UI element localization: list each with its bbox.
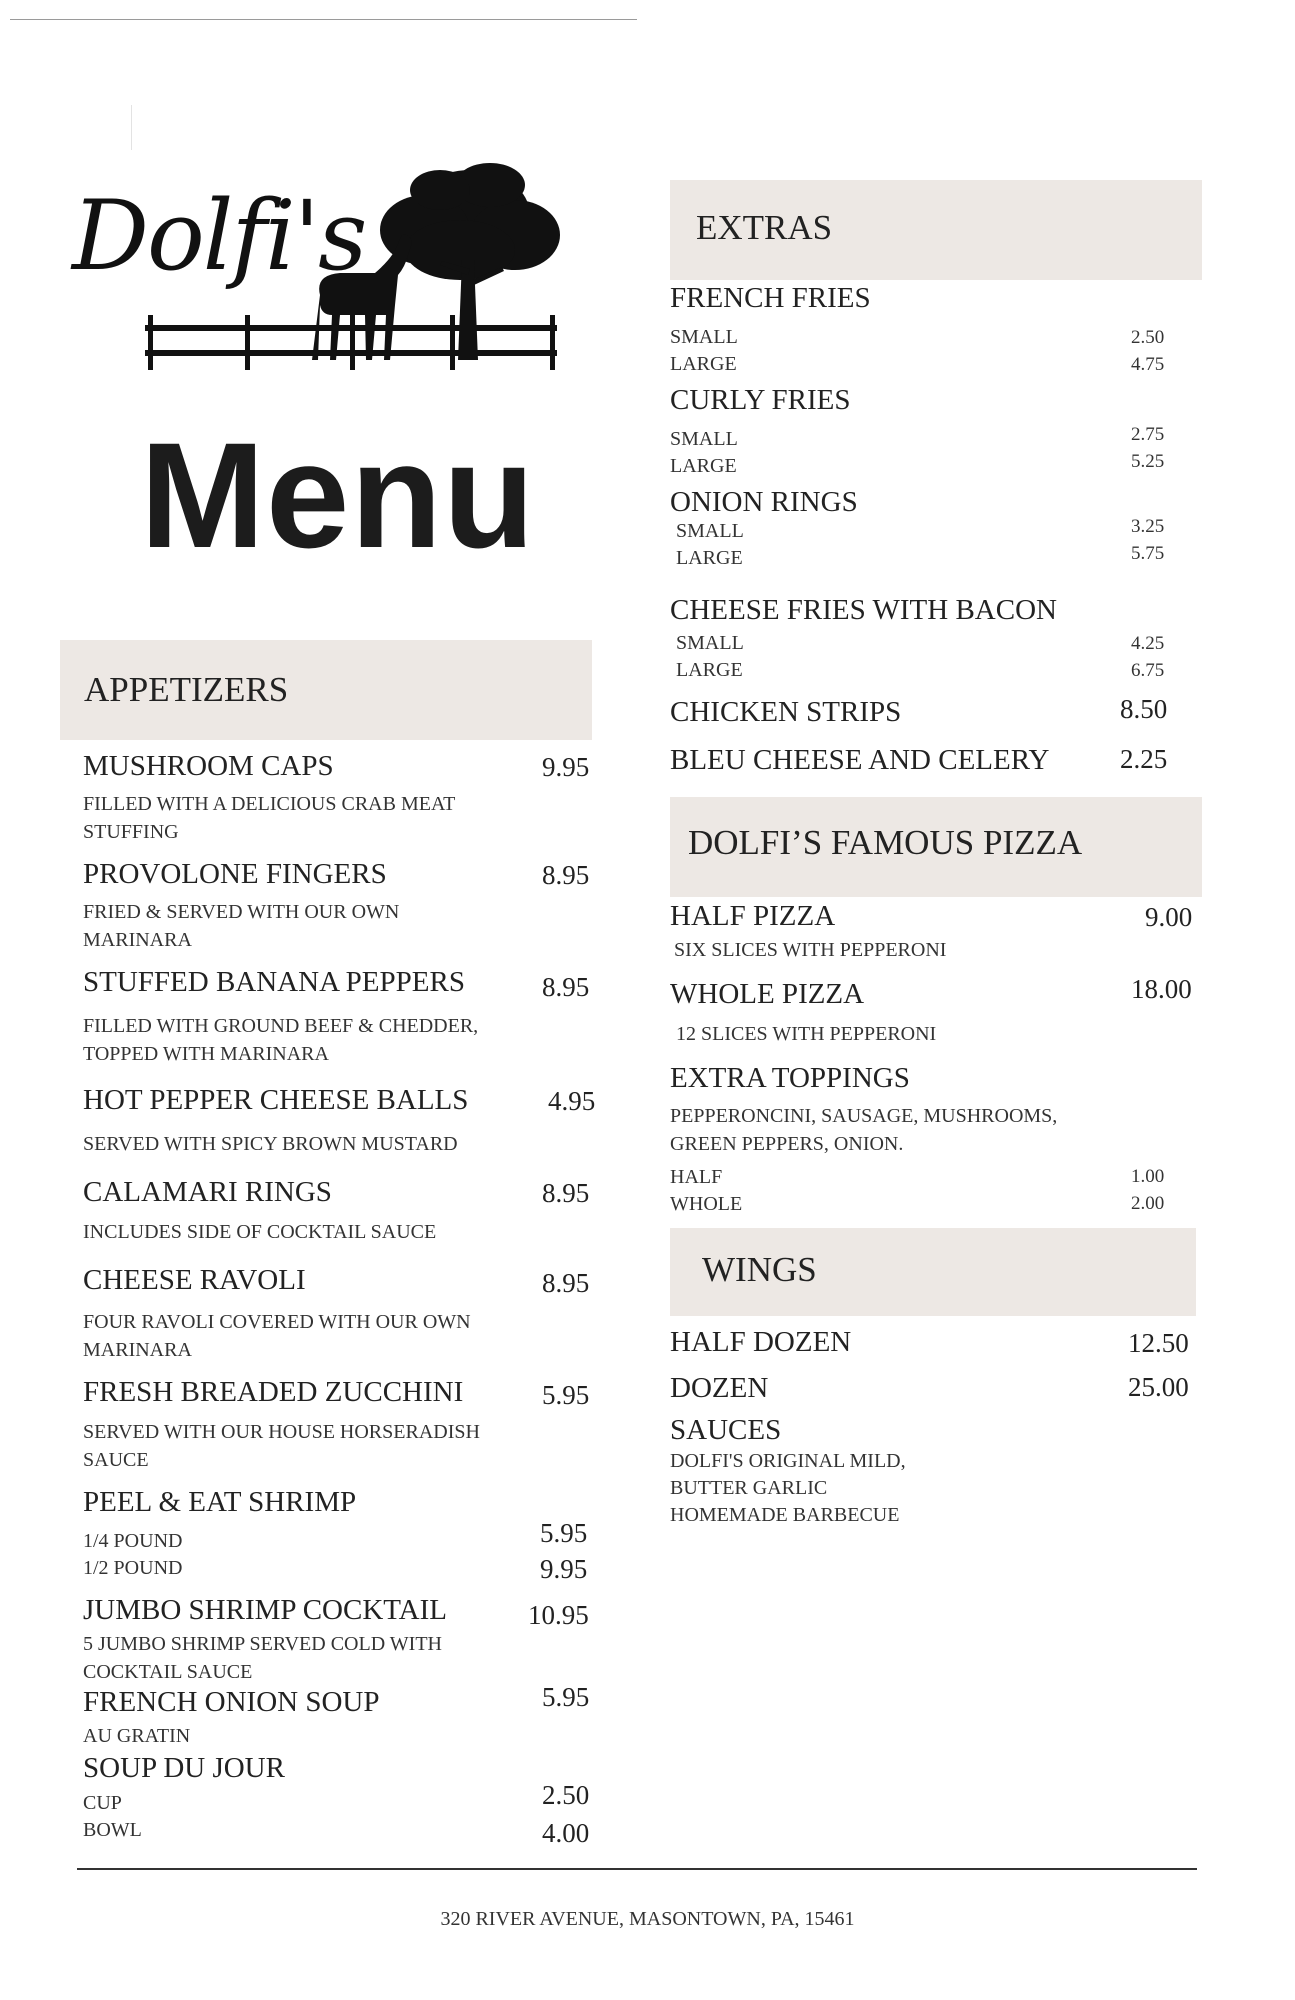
wings-heading: WINGS [702, 1250, 817, 1289]
item-price: 4.00 [542, 1818, 590, 1848]
pizza-heading: DOLFI’S FAMOUS PIZZA [688, 823, 1083, 862]
item-price: 9.95 [542, 752, 590, 782]
item-price: 5.95 [542, 1380, 590, 1410]
item-name: CHEESE RAVOLI [83, 1264, 306, 1296]
item-price: 8.95 [542, 1268, 590, 1298]
item-option: SMALL [670, 428, 738, 450]
extras-header [670, 180, 1202, 280]
item-description: SIX SLICES WITH PEPPERONI [674, 939, 947, 961]
item-price: 2.75 [1131, 424, 1165, 445]
item-price: 25.00 [1128, 1372, 1189, 1402]
item-name: CALAMARI RINGS [83, 1176, 332, 1208]
logo-wordmark: Dolfi's [72, 180, 366, 292]
item-name: SOUP DU JOUR [83, 1752, 285, 1784]
extras-heading: EXTRAS [696, 208, 833, 247]
item-name: CHICKEN STRIPS [670, 696, 902, 728]
footer-address: 320 RIVER AVENUE, MASONTOWN, PA, 15461 [440, 1908, 855, 1930]
item-name: HOT PEPPER CHEESE BALLS [83, 1084, 469, 1116]
item-description: INCLUDES SIDE OF COCKTAIL SAUCE [83, 1221, 437, 1243]
item-description: 12 SLICES WITH PEPPERONI [676, 1023, 937, 1045]
item-price: 18.00 [1131, 974, 1192, 1004]
item-option: 1/2 POUND [83, 1557, 183, 1579]
item-price: 5.25 [1131, 451, 1165, 472]
item-option: LARGE [670, 353, 737, 375]
item-option: WHOLE [670, 1193, 743, 1215]
appetizers-heading: APPETIZERS [84, 670, 289, 709]
item-price: 4.95 [548, 1086, 596, 1116]
item-price: 8.95 [542, 972, 590, 1002]
tree-horse-fence-icon [140, 155, 580, 380]
wings-header [670, 1228, 1196, 1316]
item-name: CURLY FRIES [670, 384, 851, 416]
item-name: ONION RINGS [670, 486, 858, 518]
item-price: 8.50 [1120, 694, 1168, 724]
item-option: BOWL [83, 1819, 142, 1841]
item-option: SMALL [676, 632, 744, 654]
page-title: Menu [140, 411, 536, 579]
item-price: 9.00 [1145, 902, 1193, 932]
bottom-divider [77, 1868, 1197, 1870]
item-option: SMALL [676, 520, 744, 542]
sauce-line: DOLFI'S ORIGINAL MILD, [670, 1450, 906, 1472]
item-price: 6.75 [1131, 660, 1165, 681]
item-description: SERVED WITH OUR HOUSE HORSERADISH SAUCE [83, 1421, 480, 1471]
item-option: HALF [670, 1166, 723, 1188]
item-description: FILLED WITH A DELICIOUS CRAB MEAT STUFFING [83, 793, 456, 843]
item-price: 5.75 [1131, 543, 1165, 564]
item-name: EXTRA TOPPINGS [670, 1062, 910, 1094]
item-price: 10.95 [528, 1600, 589, 1630]
item-price: 2.25 [1120, 744, 1168, 774]
item-name: HALF DOZEN [670, 1326, 852, 1358]
item-price: 2.00 [1131, 1193, 1165, 1214]
item-name: PEEL & EAT SHRIMP [83, 1486, 357, 1518]
item-name: WHOLE PIZZA [670, 978, 865, 1010]
item-name: SAUCES [670, 1414, 782, 1446]
sauce-line: BUTTER GARLIC [670, 1477, 828, 1499]
item-option: CUP [83, 1792, 122, 1814]
item-price: 9.95 [540, 1554, 588, 1584]
item-name: HALF PIZZA [670, 900, 836, 932]
item-name: MUSHROOM CAPS [83, 750, 334, 782]
item-option: LARGE [670, 455, 737, 477]
item-price: 12.50 [1128, 1328, 1189, 1358]
item-price: 4.75 [1131, 354, 1165, 375]
item-description: 5 JUMBO SHRIMP SERVED COLD WITH COCKTAIL SAUCE [83, 1633, 442, 1683]
item-price: 8.95 [542, 1178, 590, 1208]
item-name: FRENCH ONION SOUP [83, 1686, 380, 1718]
item-name: PROVOLONE FINGERS [83, 858, 387, 890]
item-name: BLEU CHEESE AND CELERY [670, 744, 1050, 776]
item-price: 2.50 [1131, 327, 1165, 348]
item-name: CHEESE FRIES WITH BACON [670, 594, 1057, 626]
faint-mark [131, 105, 132, 150]
item-name: STUFFED BANANA PEPPERS [83, 966, 465, 998]
item-description: SERVED WITH SPICY BROWN MUSTARD [83, 1133, 458, 1155]
sauce-line: HOMEMADE BARBECUE [670, 1504, 900, 1526]
item-name: JUMBO SHRIMP COCKTAIL [83, 1594, 447, 1626]
item-description: AU GRATIN [83, 1725, 191, 1747]
item-name: FRESH BREADED ZUCCHINI [83, 1376, 464, 1408]
item-price: 5.95 [542, 1682, 590, 1712]
item-option: 1/4 POUND [83, 1530, 183, 1552]
item-option: SMALL [670, 326, 738, 348]
item-name: FRENCH FRIES [670, 282, 871, 314]
item-description: FRIED & SERVED WITH OUR OWN MARINARA [83, 901, 400, 951]
item-price: 2.50 [542, 1780, 590, 1810]
item-price: 1.00 [1131, 1166, 1165, 1187]
item-description: PEPPERONCINI, SAUSAGE, MUSHROOMS, GREEN PEPPERS, ONION. [670, 1105, 1058, 1155]
item-price: 5.95 [540, 1518, 588, 1548]
item-description: FILLED WITH GROUND BEEF & CHEDDER, TOPPED WITH MARINARA [83, 1015, 479, 1065]
item-name: DOZEN [670, 1372, 769, 1404]
item-price: 8.95 [542, 860, 590, 890]
appetizers-header [60, 640, 592, 740]
item-option: LARGE [676, 547, 743, 569]
item-description: FOUR RAVOLI COVERED WITH OUR OWN MARINARA [83, 1311, 471, 1361]
item-option: LARGE [676, 659, 743, 681]
top-divider [10, 19, 637, 20]
item-price: 3.25 [1131, 516, 1165, 537]
item-price: 4.25 [1131, 633, 1165, 654]
pizza-header [670, 797, 1202, 897]
